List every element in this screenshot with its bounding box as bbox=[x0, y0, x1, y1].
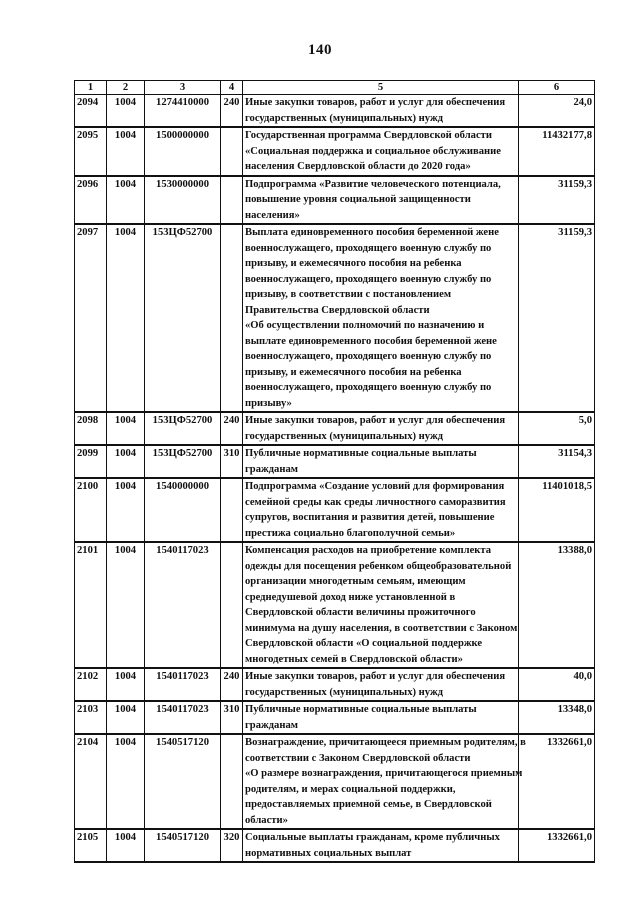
amount-cell: 31154,3 bbox=[519, 445, 595, 478]
description-line: военнослужащего, проходящего военную службу по bbox=[245, 242, 492, 254]
description-line: населения» bbox=[245, 209, 300, 221]
target-article-cell: 1540000000 bbox=[145, 478, 221, 542]
table-row bbox=[75, 542, 595, 668]
description-line: призыву, и ежемесячного пособия на ребенка bbox=[245, 366, 462, 378]
section-code-cell: 1004 bbox=[107, 701, 145, 734]
row-number-cell: 2094 bbox=[75, 95, 107, 128]
row-number-cell: 2098 bbox=[75, 412, 107, 445]
section-code-cell: 1004 bbox=[107, 445, 145, 478]
expense-type-cell bbox=[221, 734, 243, 829]
description-line: выплате единовременного пособия беременной жене bbox=[245, 335, 497, 347]
amount-cell: 11432177,8 bbox=[519, 127, 595, 176]
table-row bbox=[75, 412, 595, 445]
target-article-cell: 1530000000 bbox=[145, 176, 221, 225]
description-line: предоставляемых приемной семье, в Свердловской bbox=[245, 799, 492, 810]
header-col-3: 3 bbox=[145, 81, 221, 95]
description-line: Подпрограмма «Развитие человеческого потенциала, bbox=[245, 178, 501, 190]
target-article-cell: 1540517120 bbox=[145, 734, 221, 829]
row-number-cell: 2102 bbox=[75, 668, 107, 701]
table-row bbox=[75, 701, 595, 734]
description-line: Подпрограмма «Создание условий для формирования bbox=[245, 481, 505, 492]
amount-cell: 5,0 bbox=[519, 412, 595, 445]
description-line: родителям, и мерах социальной поддержки, bbox=[245, 783, 456, 795]
description-cell bbox=[243, 701, 519, 734]
description-line: среднедушевой доход ниже установленной в bbox=[245, 591, 456, 603]
description-line: Вознаграждение, причитающееся приемным родителям, в bbox=[245, 737, 526, 748]
description-line: семейной среды как среды личностного саморазвития bbox=[245, 496, 506, 508]
description-cell bbox=[243, 542, 519, 668]
table-header-row bbox=[75, 81, 595, 95]
description-cell bbox=[243, 224, 519, 412]
description-line: военнослужащего, проходящего военную службу по bbox=[245, 382, 492, 393]
description-line: государственных (муниципальных) нужд bbox=[245, 430, 443, 442]
amount-cell: 1332661,0 bbox=[519, 829, 595, 862]
row-number-cell: 2097 bbox=[75, 224, 107, 412]
description-cell bbox=[243, 412, 519, 445]
amount-cell: 1332661,0 bbox=[519, 734, 595, 829]
budget-table bbox=[74, 80, 595, 863]
description-line: военнослужащего, проходящего военную службу по bbox=[245, 273, 492, 285]
target-article-cell: 1540117023 bbox=[145, 668, 221, 701]
description-line: «Социальная поддержка и социальное обслуживание bbox=[245, 145, 501, 157]
description-line: одежды для посещения ребенком общеобразовательной bbox=[245, 560, 512, 572]
description-line: Социальные выплаты гражданам, кроме публичных bbox=[245, 832, 500, 843]
description-line: населения Свердловской области до 2020 года» bbox=[245, 161, 471, 172]
expense-type-cell bbox=[221, 542, 243, 668]
amount-cell: 13348,0 bbox=[519, 701, 595, 734]
header-col-2: 2 bbox=[107, 81, 145, 95]
description-cell bbox=[243, 478, 519, 542]
row-number-cell: 2103 bbox=[75, 701, 107, 734]
target-article-cell: 1274410000 bbox=[145, 95, 221, 128]
target-article-cell: 153ЦФ52700 bbox=[145, 224, 221, 412]
table-row bbox=[75, 224, 595, 412]
description-line: многодетных семей в Свердловской области» bbox=[245, 653, 463, 665]
description-line: организации многодетным семьям, имеющим bbox=[245, 576, 466, 587]
target-article-cell: 1500000000 bbox=[145, 127, 221, 176]
table-body bbox=[75, 95, 595, 863]
description-line: минимума на душу населения, в соответствии с Законом bbox=[245, 622, 518, 634]
table-row bbox=[75, 176, 595, 225]
header-col-5: 5 bbox=[243, 81, 519, 95]
description-line: нормативных социальных выплат bbox=[245, 847, 412, 859]
description-line: гражданам bbox=[245, 463, 298, 475]
description-cell bbox=[243, 127, 519, 176]
target-article-cell: 1540517120 bbox=[145, 829, 221, 862]
row-number-cell: 2096 bbox=[75, 176, 107, 225]
header-col-1: 1 bbox=[75, 81, 107, 95]
description-line: государственных (муниципальных) нужд bbox=[245, 112, 443, 124]
table-row bbox=[75, 829, 595, 862]
description-line: Выплата единовременного пособия беременной жене bbox=[245, 227, 499, 238]
expense-type-cell: 240 bbox=[221, 95, 243, 128]
table-row bbox=[75, 95, 595, 128]
expense-type-cell bbox=[221, 127, 243, 176]
section-code-cell: 1004 bbox=[107, 224, 145, 412]
description-line: гражданам bbox=[245, 719, 298, 731]
description-line: Иные закупки товаров, работ и услуг для обеспечения bbox=[245, 97, 506, 108]
section-code-cell: 1004 bbox=[107, 176, 145, 225]
description-line: престижа социально благополучной семьи» bbox=[245, 527, 456, 539]
description-line: военнослужащего, проходящего военную службу по bbox=[245, 351, 492, 362]
description-line: «О размере вознаграждения, причитающегося приемным bbox=[245, 768, 523, 779]
expense-type-cell: 240 bbox=[221, 412, 243, 445]
description-cell bbox=[243, 734, 526, 829]
description-cell bbox=[243, 95, 519, 128]
expense-type-cell bbox=[221, 478, 243, 542]
amount-cell: 24,0 bbox=[519, 95, 595, 128]
table-row bbox=[75, 734, 595, 829]
target-article-cell: 153ЦФ52700 bbox=[145, 412, 221, 445]
table-row bbox=[75, 445, 595, 478]
description-line: области» bbox=[245, 814, 288, 826]
description-line: соответствии с Законом Свердловской области bbox=[245, 752, 471, 764]
amount-cell: 40,0 bbox=[519, 668, 595, 701]
description-cell bbox=[243, 445, 519, 478]
table-row bbox=[75, 668, 595, 701]
table-row bbox=[75, 127, 595, 176]
row-number-cell: 2099 bbox=[75, 445, 107, 478]
section-code-cell: 1004 bbox=[107, 734, 145, 829]
amount-cell: 13388,0 bbox=[519, 542, 595, 668]
description-line: Свердловской области величины прожиточного bbox=[245, 607, 476, 618]
section-code-cell: 1004 bbox=[107, 127, 145, 176]
expense-type-cell: 310 bbox=[221, 701, 243, 734]
expense-type-cell: 310 bbox=[221, 445, 243, 478]
section-code-cell: 1004 bbox=[107, 478, 145, 542]
description-line: призыву, и ежемесячного пособия на ребенка bbox=[245, 258, 462, 269]
section-code-cell: 1004 bbox=[107, 829, 145, 862]
header-col-6: 6 bbox=[519, 81, 595, 95]
expense-type-cell bbox=[221, 176, 243, 225]
row-number-cell: 2101 bbox=[75, 542, 107, 668]
description-line: призыву, в соответствии с постановлением bbox=[245, 289, 452, 300]
description-line: Иные закупки товаров, работ и услуг для обеспечения bbox=[245, 415, 506, 426]
target-article-cell: 1540117023 bbox=[145, 542, 221, 668]
amount-cell: 31159,3 bbox=[519, 176, 595, 225]
expense-type-cell bbox=[221, 224, 243, 412]
description-line: Иные закупки товаров, работ и услуг для обеспечения bbox=[245, 671, 506, 682]
description-line: Публичные нормативные социальные выплаты bbox=[245, 704, 477, 715]
description-line: призыву» bbox=[245, 397, 292, 409]
row-number-cell: 2105 bbox=[75, 829, 107, 862]
row-number-cell: 2100 bbox=[75, 478, 107, 542]
amount-cell: 31159,3 bbox=[519, 224, 595, 412]
amount-cell: 11401018,5 bbox=[519, 478, 595, 542]
description-line: Компенсация расходов на приобретение комплекта bbox=[245, 545, 492, 556]
expense-type-cell: 320 bbox=[221, 829, 243, 862]
description-line: Публичные нормативные социальные выплаты bbox=[245, 448, 477, 459]
header-col-4: 4 bbox=[221, 81, 243, 95]
section-code-cell: 1004 bbox=[107, 412, 145, 445]
description-line: «Об осуществлении полномочий по назначению и bbox=[245, 320, 485, 331]
description-line: повышение уровня социальной защищенности bbox=[245, 194, 471, 205]
section-code-cell: 1004 bbox=[107, 668, 145, 701]
row-number-cell: 2104 bbox=[75, 734, 107, 829]
section-code-cell: 1004 bbox=[107, 95, 145, 128]
description-cell bbox=[243, 829, 519, 862]
description-line: Государственная программа Свердловской области bbox=[245, 130, 492, 141]
description-line: супругов, воспитания и развития детей, повышение bbox=[245, 512, 495, 523]
page-number: 140 bbox=[308, 42, 332, 58]
target-article-cell: 1540117023 bbox=[145, 701, 221, 734]
target-article-cell: 153ЦФ52700 bbox=[145, 445, 221, 478]
description-line: государственных (муниципальных) нужд bbox=[245, 686, 443, 698]
description-line: Свердловской области «О социальной поддержке bbox=[245, 638, 483, 649]
expense-type-cell: 240 bbox=[221, 668, 243, 701]
description-line: Правительства Свердловской области bbox=[245, 304, 430, 316]
section-code-cell: 1004 bbox=[107, 542, 145, 668]
description-cell bbox=[243, 668, 519, 701]
table-row bbox=[75, 478, 595, 542]
description-cell bbox=[243, 176, 519, 225]
row-number-cell: 2095 bbox=[75, 127, 107, 176]
